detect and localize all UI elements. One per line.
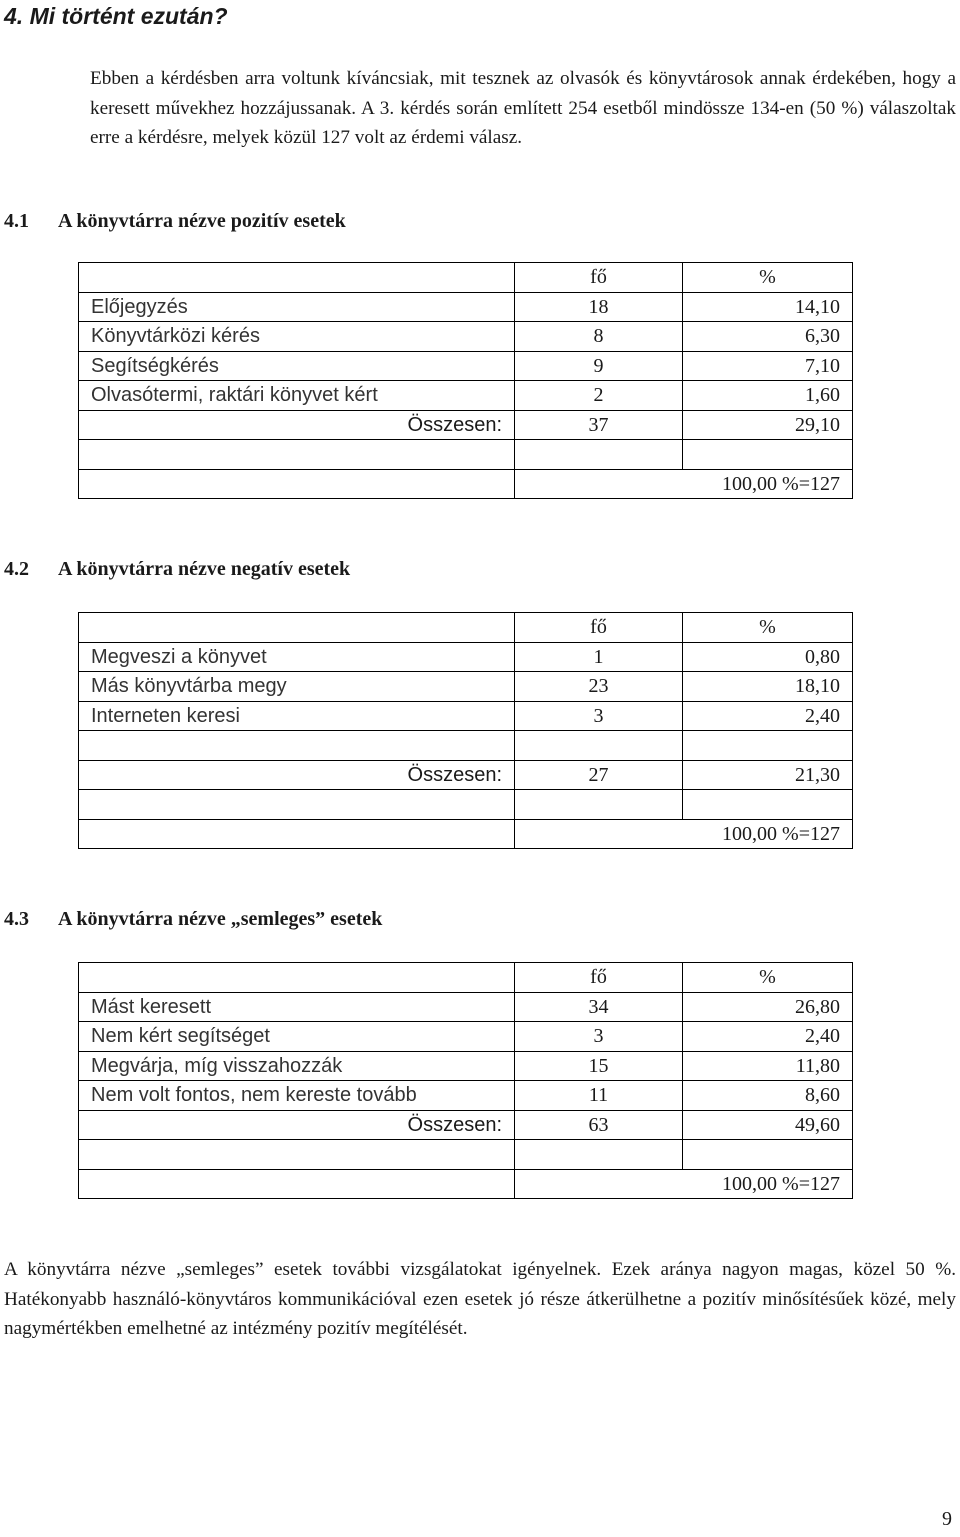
spacer-cell (79, 731, 515, 761)
header-empty-cell (79, 963, 515, 993)
spacer-cell (79, 1140, 515, 1170)
base-row (79, 819, 853, 849)
row-label: Megveszi a könyvet (79, 642, 515, 672)
header-count: fő (515, 963, 683, 993)
row-label: Könyvtárközi kérés (79, 322, 515, 352)
row-label: Mást keresett (79, 992, 515, 1022)
spacer-cell (683, 440, 853, 470)
header-empty-cell (79, 613, 515, 643)
total-percent: 21,30 (683, 760, 853, 790)
total-row (79, 1110, 853, 1140)
row-count: 3 (515, 1022, 683, 1052)
header-percent: % (683, 613, 853, 643)
row-count: 2 (515, 381, 683, 411)
row-label: Nem kért segítséget (79, 1022, 515, 1052)
base-empty-cell (79, 819, 515, 849)
section-title-positive (4, 206, 346, 236)
table-row (79, 322, 853, 352)
row-count: 8 (515, 322, 683, 352)
table-header-row (79, 963, 853, 993)
spacer-cell (683, 790, 853, 820)
base-value: 100,00 %=127 (515, 819, 853, 849)
spacer-cell (683, 731, 853, 761)
spacer-cell (79, 790, 515, 820)
table-header-row (79, 613, 853, 643)
row-percent: 26,80 (683, 992, 853, 1022)
row-percent: 1,60 (683, 381, 853, 411)
base-row (79, 1169, 853, 1199)
table-row (79, 1051, 853, 1081)
row-percent: 14,10 (683, 292, 853, 322)
table-row (79, 1081, 853, 1111)
row-label: Megvárja, míg visszahozzák (79, 1051, 515, 1081)
spacer-cell (515, 790, 683, 820)
row-label: Más könyvtárba megy (79, 672, 515, 702)
row-percent: 0,80 (683, 642, 853, 672)
table-row (79, 1022, 853, 1052)
spacer-cell (515, 731, 683, 761)
spacer-row (79, 440, 853, 470)
section-number: 4.2 (4, 558, 29, 580)
row-count: 9 (515, 351, 683, 381)
header-count: fő (515, 613, 683, 643)
row-count: 34 (515, 992, 683, 1022)
table-positive (78, 262, 853, 499)
total-row (79, 410, 853, 440)
section-number: 4.3 (4, 908, 29, 930)
table-row (79, 992, 853, 1022)
spacer-cell (79, 440, 515, 470)
total-percent: 49,60 (683, 1110, 853, 1140)
spacer-row (79, 790, 853, 820)
page-number: 9 (942, 1508, 952, 1530)
table-header-row (79, 263, 853, 293)
header-percent: % (683, 963, 853, 993)
section-title-negative (4, 554, 350, 584)
section-number: 4.1 (4, 210, 29, 232)
table-neutral (78, 962, 853, 1199)
row-percent: 2,40 (683, 1022, 853, 1052)
table-row (79, 292, 853, 322)
header-count: fő (515, 263, 683, 293)
total-label: Összesen: (79, 1110, 515, 1140)
table-row (79, 381, 853, 411)
total-count: 37 (515, 410, 683, 440)
total-count: 27 (515, 760, 683, 790)
row-percent: 8,60 (683, 1081, 853, 1111)
section-title-text: A könyvtárra nézve negatív esetek (58, 558, 351, 580)
row-count: 3 (515, 701, 683, 731)
spacer-cell (515, 1140, 683, 1170)
intro-paragraph: Ebben a kérdésben arra voltunk kíváncsiak, mit tesznek az olvasók és könyvtárosok annak érdekében, hogy a keresett művekhez hozzájussanak. A 3. kérdés során említett 254 esetből mindössze 134-en (50 %) válaszoltak erre a kérdésre, melyek közül 127 volt az érdemi válasz. (90, 68, 956, 148)
table-row (79, 642, 853, 672)
section-heading: 4. Mi történt ezután? (4, 3, 228, 29)
row-percent: 18,10 (683, 672, 853, 702)
row-label: Interneten keresi (79, 701, 515, 731)
total-label: Összesen: (79, 410, 515, 440)
table-row (79, 701, 853, 731)
base-empty-cell (79, 469, 515, 499)
row-percent: 2,40 (683, 701, 853, 731)
row-label: Nem volt fontos, nem kereste tovább (79, 1081, 515, 1111)
spacer-row (79, 1140, 853, 1170)
row-percent: 7,10 (683, 351, 853, 381)
base-row (79, 469, 853, 499)
spacer-cell (683, 1140, 853, 1170)
conclusion-paragraph: A könyvtárra nézve „semleges” esetek további vizsgálatokat igényelnek. Ezek aránya nagyon magas, közel 50 %. Hatékonyabb használó-könyvtáros kommunikációval ezen esetek jó része átkerülhetne a pozitív minősítésűek közé, mely nagymértékben emelhetné az intézmény pozitív megítélését. (4, 1259, 956, 1339)
section-title-text: A könyvtárra nézve „semleges” esetek (58, 908, 383, 930)
table-row (79, 351, 853, 381)
base-empty-cell (79, 1169, 515, 1199)
spacer-row (79, 731, 853, 761)
row-count: 23 (515, 672, 683, 702)
section-title-neutral (4, 904, 382, 934)
row-label: Segítségkérés (79, 351, 515, 381)
header-percent: % (683, 263, 853, 293)
total-count: 63 (515, 1110, 683, 1140)
table-negative (78, 612, 853, 849)
table-row (79, 672, 853, 702)
row-percent: 11,80 (683, 1051, 853, 1081)
total-label: Összesen: (79, 760, 515, 790)
base-value: 100,00 %=127 (515, 1169, 853, 1199)
base-value: 100,00 %=127 (515, 469, 853, 499)
row-label: Előjegyzés (79, 292, 515, 322)
total-row (79, 760, 853, 790)
row-count: 11 (515, 1081, 683, 1111)
row-count: 15 (515, 1051, 683, 1081)
row-label: Olvasótermi, raktári könyvet kért (79, 381, 515, 411)
row-count: 18 (515, 292, 683, 322)
section-title-text: A könyvtárra nézve pozitív esetek (58, 210, 346, 232)
row-count: 1 (515, 642, 683, 672)
header-empty-cell (79, 263, 515, 293)
total-percent: 29,10 (683, 410, 853, 440)
row-percent: 6,30 (683, 322, 853, 352)
spacer-cell (515, 440, 683, 470)
